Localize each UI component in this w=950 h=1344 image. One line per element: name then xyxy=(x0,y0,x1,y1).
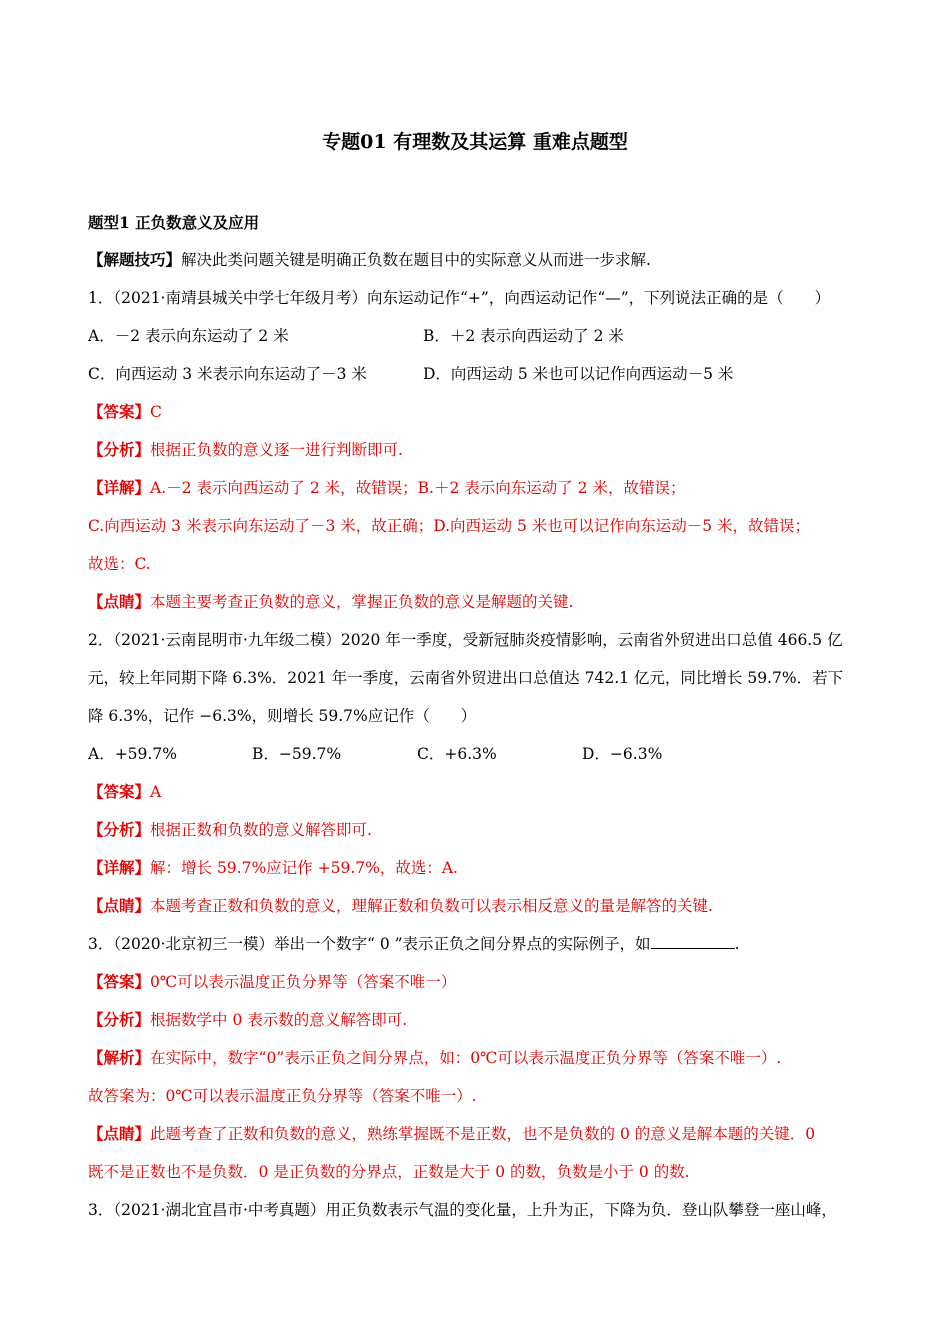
q2-stem-line3: 降 6.3%，记作 −6.3%，则增长 59.7%应记作（ ） xyxy=(88,707,477,725)
q3-stem-end: . xyxy=(734,935,740,953)
q1-option-b: B．＋2 表示向西运动了 2 米 xyxy=(423,327,624,345)
q1-comment xyxy=(88,592,573,612)
fill-in-blank xyxy=(651,934,735,949)
q2-stem-line2: 元，较上年同期下降 6.3%．2021 年一季度，云南省外贸进出口总值达 742.1 亿元，同比增长 59.7%．若下 xyxy=(88,669,844,687)
q2-option-a: A．+59.7% xyxy=(88,745,177,763)
q2-answer xyxy=(88,782,161,802)
comment-label: 【点睛】 xyxy=(88,896,151,915)
analysis-label: 【分析】 xyxy=(88,440,151,459)
q1-detail xyxy=(88,478,685,498)
q2-option-c: C．+6.3% xyxy=(417,745,497,763)
comment-text: 本题考查正数和负数的意义，理解正数和负数可以表示相反意义的量是解答的关键. xyxy=(150,897,713,915)
comment-label: 【点睛】 xyxy=(88,592,151,611)
q1-stem: 1．（2021·南靖县城关中学七年级月考）向东运动记作“+”，向西运动记作“—”，下列说法正确的是（ ） xyxy=(88,289,831,307)
q1-option-a: A．－2 表示向东运动了 2 米 xyxy=(88,327,289,345)
q1-analysis xyxy=(88,440,403,460)
answer-label: 【答案】 xyxy=(88,782,151,801)
q1-detail-line3: 故选：C. xyxy=(88,555,151,573)
page-title: 专题01 有理数及其运算 重难点题型 xyxy=(322,131,628,153)
q3-stem-text: 3．（2020·北京初三一模）举出一个数字“ 0 ”表示正负之间分界点的实际例子，如 xyxy=(88,935,651,953)
q3-comment xyxy=(88,1124,815,1144)
q2-detail xyxy=(88,858,458,878)
analysis-text: 根据数学中 0 表示数的意义解答即可. xyxy=(150,1011,408,1029)
detail-text: 解：增长 59.7%应记作 +59.7%，故选：A. xyxy=(150,859,458,877)
section-heading: 题型1 正负数意义及应用 xyxy=(88,213,260,232)
solving-tip xyxy=(88,250,651,270)
tip-label: 【解题技巧】 xyxy=(88,250,182,269)
answer-value: A xyxy=(150,783,162,801)
q3-detail xyxy=(88,1048,781,1068)
detail-label: 【详解】 xyxy=(88,858,151,877)
comment-text: 本题主要考查正负数的意义，掌握正负数的意义是解题的关键. xyxy=(150,593,574,611)
q4-stem: 3．（2021·湖北宜昌市·中考真题）用正负数表示气温的变化量，上升为正，下降为负．登山队攀登一座山峰， xyxy=(88,1201,837,1219)
q2-stem-line1: 2．（2021·云南昆明市·九年级二模）2020 年一季度，受新冠肺炎疫情影响，云南省外贸进出口总值 466.5 亿 xyxy=(88,631,843,649)
analysis-text: 根据正数和负数的意义解答即可. xyxy=(150,821,372,839)
analysis-label: 【分析】 xyxy=(88,820,151,839)
detail-label: 【解析】 xyxy=(88,1048,151,1067)
comment-text: 此题考查了正数和负数的意义，熟练掌握既不是正数，也不是负数的 0 的意义是解本题的关键．0 xyxy=(150,1125,816,1143)
answer-label: 【答案】 xyxy=(88,972,151,991)
q2-option-b: B．−59.7% xyxy=(252,745,342,763)
detail-text: A.－2 表示向西运动了 2 米，故错误；B.＋2 表示向东运动了 2 米，故错误； xyxy=(150,479,686,497)
answer-value: C xyxy=(150,403,162,421)
q3-stem xyxy=(88,934,740,954)
q3-comment-line2: 既不是正数也不是负数．0 是正负数的分界点，正数是大于 0 的数，负数是小于 0 的数. xyxy=(88,1163,690,1181)
q1-option-c: C．向西运动 3 米表示向东运动了－3 米 xyxy=(88,365,367,383)
detail-text: 在实际中，数字“0”表示正负之间分界点，如：0℃可以表示温度正负分界等（答案不唯一）. xyxy=(150,1049,782,1067)
tip-text: 解决此类问题关键是明确正负数在题目中的实际意义从而进一步求解. xyxy=(181,251,651,269)
answer-label: 【答案】 xyxy=(88,402,151,421)
q3-answer xyxy=(88,972,456,992)
analysis-text: 根据正负数的意义逐一进行判断即可. xyxy=(150,441,403,459)
q2-analysis xyxy=(88,820,372,840)
q3-detail-line2: 故答案为：0℃可以表示温度正负分界等（答案不唯一）. xyxy=(88,1087,477,1105)
comment-label: 【点睛】 xyxy=(88,1124,151,1143)
q1-detail-line2: C.向西运动 3 米表示向东运动了－3 米，故正确；D.向西运动 5 米也可以记作向东运动－5 米，故错误； xyxy=(88,517,811,535)
analysis-label: 【分析】 xyxy=(88,1010,151,1029)
q2-option-d: D．−6.3% xyxy=(582,745,663,763)
q2-comment xyxy=(88,896,713,916)
q1-answer xyxy=(88,402,162,422)
answer-value: 0℃可以表示温度正负分界等（答案不唯一） xyxy=(150,973,457,991)
q3-analysis xyxy=(88,1010,407,1030)
detail-label: 【详解】 xyxy=(88,478,151,497)
q1-option-d: D．向西运动 5 米也可以记作向西运动－5 米 xyxy=(423,365,734,383)
